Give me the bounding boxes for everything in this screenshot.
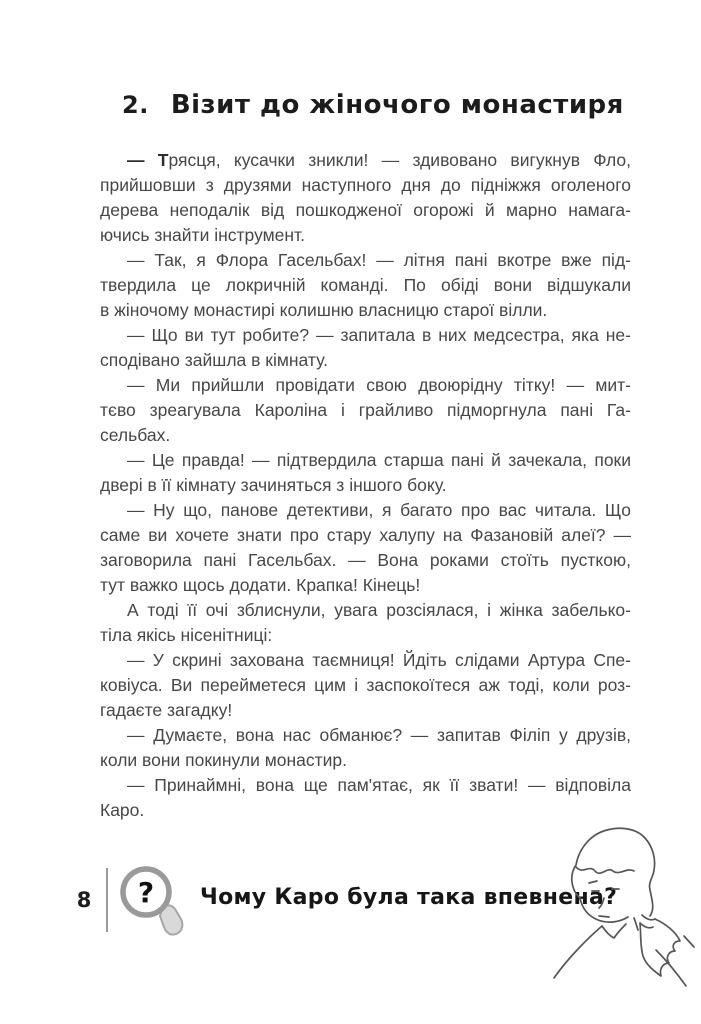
text-line: — Трясця, кусачки зникли! — здивовано вигукнув Фло, — [127, 150, 631, 170]
text-line: — Ми прийшли провідати свою двоюрідну тітку! — мит- — [127, 375, 631, 395]
text-line: — Ну що, панове детективи, я багато про вас читала. Що — [127, 500, 631, 520]
chapter-title: Візит до жіночого монастиря — [170, 90, 624, 120]
text-line: А тоді її очі зблиснули, увага розсіялася, і жінка забелько- — [127, 600, 631, 620]
text-line: твердила це локричній команді. По обіді вони відшукали — [100, 275, 631, 295]
text-line: двері в її кімнату зачиняться з іншого боку. — [100, 475, 447, 495]
chapter-heading — [122, 90, 662, 120]
text-line: прийшовши з друзями наступного дня до підніжжя оголеного — [100, 175, 631, 195]
text-line: в жіночому монастирі колишню власницю старої вілли. — [100, 300, 548, 320]
paragraph — [100, 148, 631, 248]
body-text — [100, 148, 631, 823]
paragraph — [100, 723, 631, 773]
paragraph — [100, 498, 631, 598]
text-line: тєво зреагувала Кароліна і грайливо підморгнула пані Га- — [100, 400, 631, 420]
paragraph — [100, 773, 631, 823]
text-line: тут важко щось додати. Крапка! Кінець! — [100, 575, 421, 595]
text-line: сподівано зайшла в кімнату. — [100, 350, 328, 370]
text-line: Каро. — [100, 800, 145, 820]
paragraph — [100, 448, 631, 498]
magnifier-question-icon — [118, 864, 184, 944]
paragraph — [100, 248, 631, 323]
question-mark-glyph: ? — [137, 876, 155, 909]
text-line: ючись знайти інструмент. — [100, 225, 305, 245]
text-line: саме ви хочете знати про стару халупу на Фазановій алеї? — — [100, 525, 631, 545]
paragraph — [100, 598, 631, 648]
page-number: 8 — [76, 888, 92, 912]
text-line: ковіуса. Ви перейметеся цим і заспокоїтеся аж тоді, коли роз- — [100, 675, 631, 695]
text-line: сельбах. — [100, 425, 171, 445]
paragraph — [100, 648, 631, 723]
girl-looking-back-sketch — [546, 820, 698, 1018]
text-line: — Що ви тут робите? — запитала в них медсестра, яка не- — [127, 325, 631, 345]
footer-question: Чому Каро була така впевнена? — [200, 884, 618, 910]
text-line: — Принаймні, вона ще пам'ятає, як її звати! — відповіла — [127, 775, 631, 795]
text-line: дерева неподалік від пошкодженої огорожі й марно намага- — [100, 200, 631, 220]
text-line: коли вони покинули монастир. — [100, 750, 347, 770]
text-line: — У скрині захована таємниця! Йдіть слідами Артура Спе- — [127, 650, 631, 670]
paragraph — [100, 373, 631, 448]
page-footer — [70, 856, 617, 944]
chapter-number: 2. — [122, 91, 149, 119]
paragraph — [100, 323, 631, 373]
text-line: тіла якісь нісенітниці: — [100, 625, 273, 645]
text-line: гадаєте загадку! — [100, 700, 233, 720]
text-line: заговорила пані Гасельбах. — Вона роками стоїть пусткою, — [100, 550, 631, 570]
text-line: — Це правда! — підтвердила старша пані й зачекала, поки — [127, 450, 631, 470]
footer-divider — [106, 868, 108, 932]
text-line: — Думаєте, вона нас обманює? — запитав Філіп у друзів, — [127, 725, 631, 745]
text-line: — Так, я Флора Гасельбах! — літня пані вкотре вже під- — [127, 250, 631, 270]
